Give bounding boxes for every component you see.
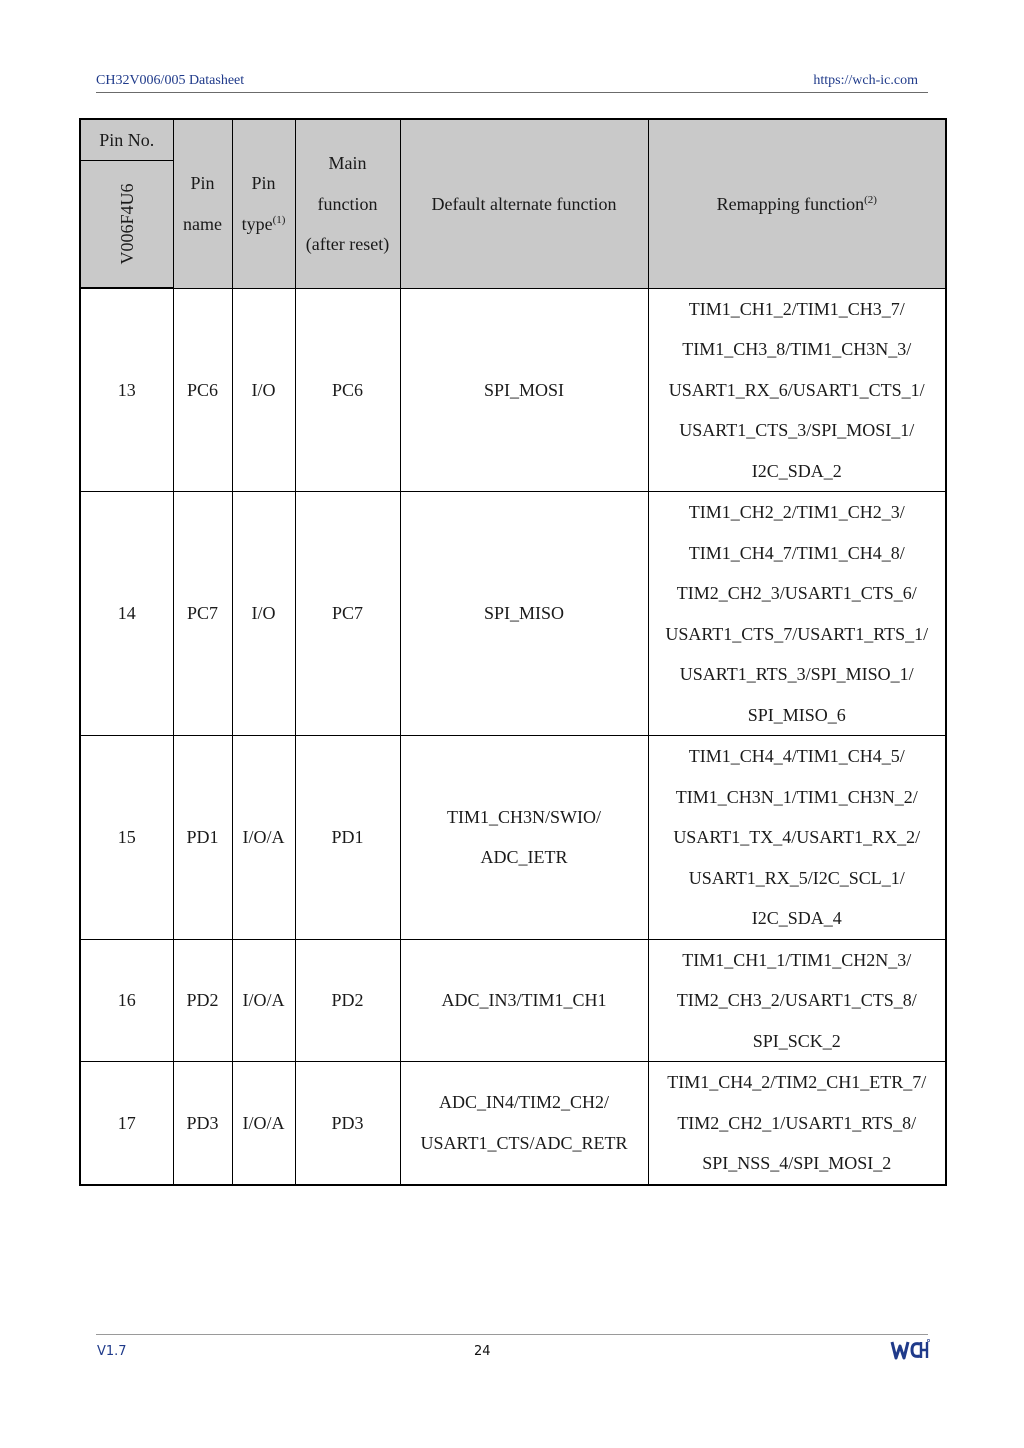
cell-remap-line: USART1_RX_6/USART1_CTS_1/	[668, 379, 925, 400]
cell-default-alt-line: SPI_MISO	[483, 603, 565, 624]
cell-remap-line: I2C_SDA_2	[751, 460, 842, 481]
cell-remap	[648, 1062, 946, 1185]
cell-main-function: PD1	[295, 736, 400, 940]
cell-pin-number: 17	[80, 1062, 173, 1185]
table-header	[80, 119, 946, 288]
cell-pin-number: 15	[80, 736, 173, 940]
header-doc-title: CH32V006/005 Datasheet	[96, 73, 245, 88]
cell-remap-line: USART1_RX_5/I2C_SCL_1/	[688, 867, 905, 888]
footer-divider	[96, 1334, 928, 1335]
table-row	[80, 736, 946, 940]
cell-default-alt-line: ADC_IETR	[480, 847, 568, 868]
header-divider	[96, 92, 928, 93]
table-row	[80, 492, 946, 736]
cell-remap	[648, 939, 946, 1062]
cell-remap	[648, 492, 946, 736]
cell-pin-name: PD2	[173, 939, 232, 1062]
header-pin-no: Pin No.	[80, 119, 173, 161]
cell-pin-type: I/O/A	[232, 939, 295, 1062]
cell-pin-number: 13	[80, 288, 173, 492]
cell-default-alt-line: TIM1_CH3N/SWIO/	[447, 806, 601, 827]
cell-pin-type: I/O	[232, 288, 295, 492]
cell-pin-name: PD3	[173, 1062, 232, 1185]
cell-default-alt	[400, 736, 648, 940]
cell-remap-line: TIM1_CH1_2/TIM1_CH3_7/	[688, 298, 905, 319]
cell-default-alt	[400, 288, 648, 492]
cell-default-alt	[400, 939, 648, 1062]
header-default-alt: Default alternate function	[400, 119, 648, 288]
cell-remap-line: USART1_TX_4/USART1_RX_2/	[673, 827, 921, 847]
cell-main-function: PD3	[295, 1062, 400, 1185]
header-pin-name	[173, 119, 232, 288]
cell-remap-line: I2C_SDA_4	[751, 908, 842, 928]
cell-remap-line: TIM1_CH4_7/TIM1_CH4_8/	[688, 542, 905, 563]
cell-remap	[648, 736, 946, 940]
cell-remap-line: TIM1_CH3_8/TIM1_CH3N_3/	[682, 339, 912, 359]
cell-main-function: PC7	[295, 492, 400, 736]
cell-main-function: PD2	[295, 939, 400, 1062]
header-url[interactable]: https://wch-ic.com	[813, 73, 918, 88]
cell-default-alt-line: SPI_MOSI	[483, 379, 565, 400]
cell-pin-number: 14	[80, 492, 173, 736]
header-pin-type	[232, 119, 295, 288]
cell-default-alt-line: USART1_CTS/ADC_RETR	[420, 1132, 628, 1153]
header-remap-text: Remapping function	[716, 193, 865, 214]
cell-remap-line: TIM1_CH4_2/TIM2_CH1_ETR_7/	[667, 1072, 927, 1092]
header-package-label: V006F4U6	[116, 183, 137, 265]
cell-remap-line: SPI_SCK_2	[752, 1030, 841, 1051]
header-main-function	[295, 119, 400, 288]
header-pin-type-line2	[233, 204, 295, 245]
footer-version: V1.7	[97, 1344, 127, 1359]
header-pin-type-note: (1)	[272, 213, 286, 226]
cell-pin-type: I/O	[232, 492, 295, 736]
footer-page-number: 24	[474, 1344, 491, 1359]
pin-definition-table	[79, 118, 947, 1186]
cell-pin-type: I/O/A	[232, 736, 295, 940]
header-remap-note: (2)	[864, 193, 877, 206]
cell-main-function: PC6	[295, 288, 400, 492]
header-package	[80, 161, 173, 289]
table-row	[80, 288, 946, 492]
header-pin-name-line1: Pin	[190, 173, 215, 194]
header-pin-name-line2: name	[183, 213, 222, 234]
cell-default-alt-line: ADC_IN4/TIM2_CH2/	[439, 1092, 609, 1113]
header-main-line3: (after reset)	[305, 234, 390, 254]
cell-pin-name: PC7	[173, 492, 232, 736]
cell-remap-line: TIM2_CH3_2/USART1_CTS_8/	[676, 990, 917, 1010]
cell-default-alt-line: ADC_IN3/TIM1_CH1	[441, 990, 607, 1010]
table-row	[80, 1062, 946, 1185]
header-pin-type-line1: Pin	[251, 173, 276, 194]
cell-remap-line: TIM1_CH2_2/TIM1_CH2_3/	[688, 502, 905, 522]
cell-pin-name: PC6	[173, 288, 232, 492]
header-main-line1: Main	[328, 153, 367, 173]
header-remap	[648, 119, 946, 288]
wch-logo-icon	[890, 1338, 930, 1362]
cell-pin-name: PD1	[173, 736, 232, 940]
cell-pin-number: 16	[80, 939, 173, 1062]
cell-remap-line: TIM1_CH1_1/TIM1_CH2N_3/	[682, 949, 912, 970]
cell-pin-type: I/O/A	[232, 1062, 295, 1185]
cell-remap-line: USART1_CTS_7/USART1_RTS_1/	[665, 623, 929, 644]
cell-remap-line: SPI_MISO_6	[747, 704, 846, 725]
cell-remap-line: SPI_NSS_4/SPI_MOSI_2	[702, 1153, 892, 1173]
header-main-line2: function	[317, 193, 378, 214]
cell-remap-line: TIM2_CH2_1/USART1_RTS_8/	[677, 1112, 917, 1133]
cell-remap-line: USART1_CTS_3/SPI_MOSI_1/	[679, 420, 915, 440]
table-body	[80, 288, 946, 1185]
cell-remap-line: TIM1_CH4_4/TIM1_CH4_5/	[688, 746, 905, 766]
table-row	[80, 939, 946, 1062]
cell-remap-line: TIM1_CH3N_1/TIM1_CH3N_2/	[675, 786, 918, 807]
header-pin-type-text: type	[241, 213, 273, 234]
cell-default-alt	[400, 1062, 648, 1185]
cell-remap-line: TIM2_CH2_3/USART1_CTS_6/	[676, 583, 917, 603]
cell-remap-line: USART1_RTS_3/SPI_MISO_1/	[679, 664, 914, 684]
cell-default-alt	[400, 492, 648, 736]
cell-remap	[648, 288, 946, 492]
